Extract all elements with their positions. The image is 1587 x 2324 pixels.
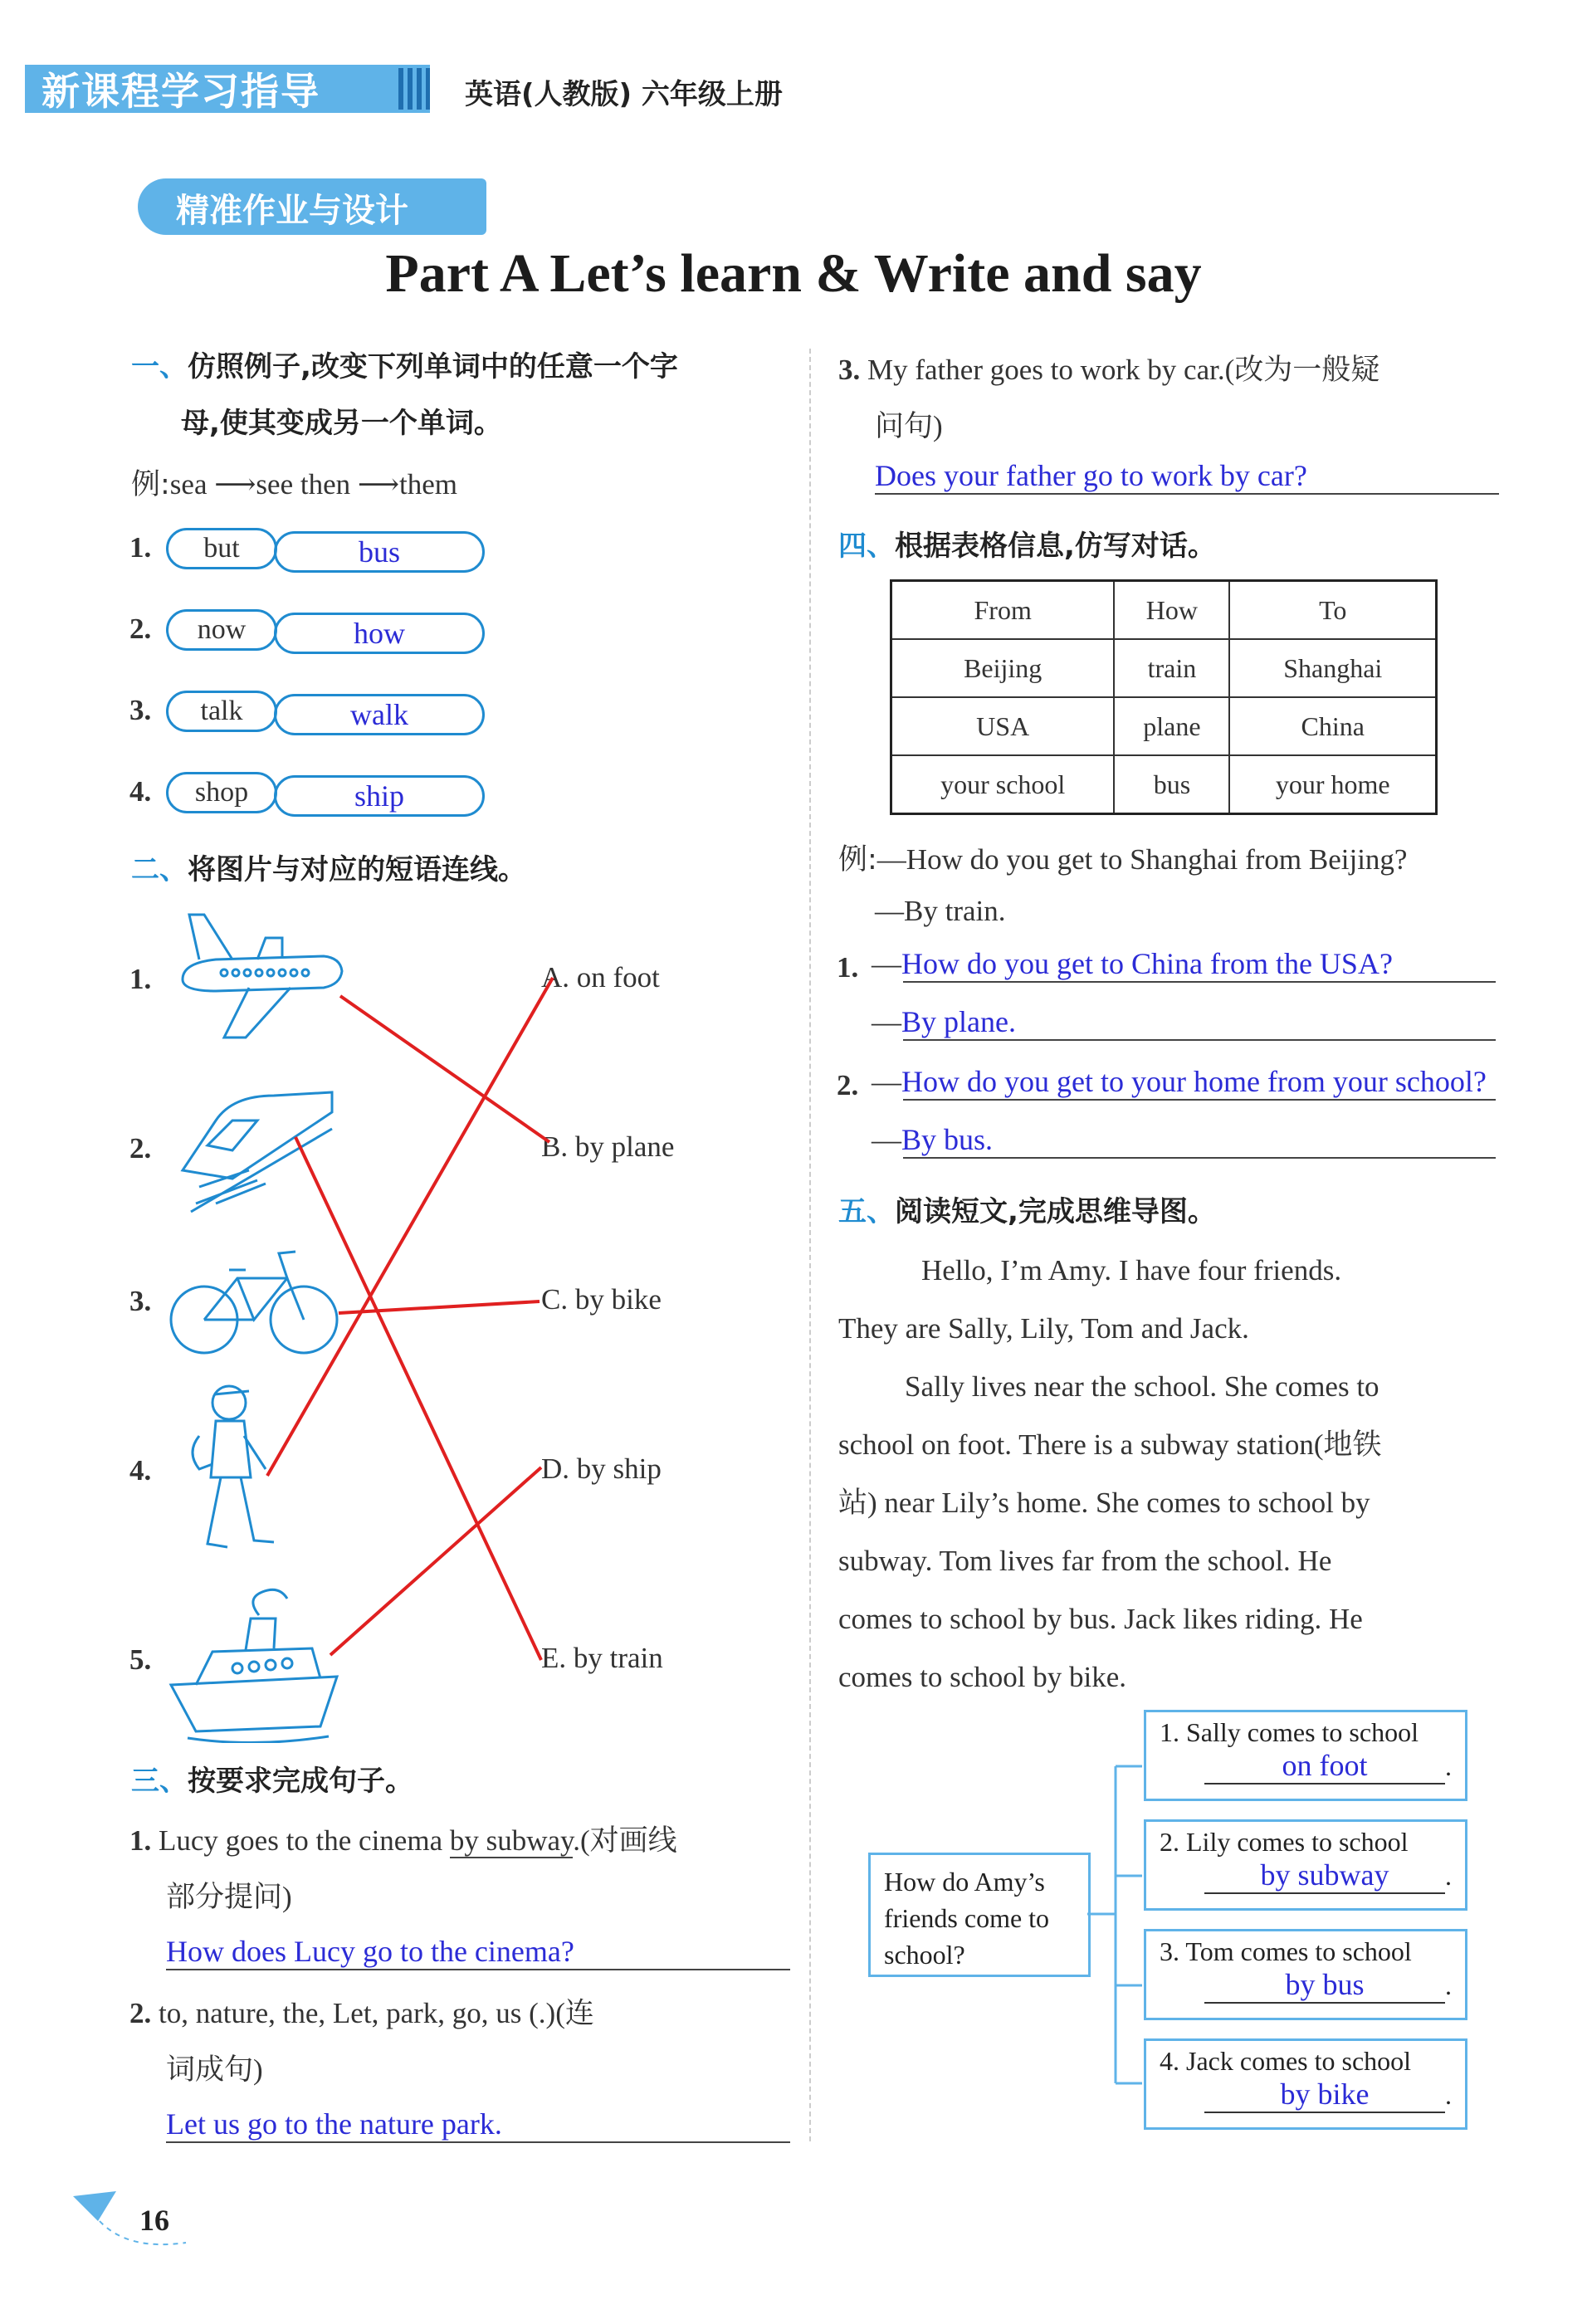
table-row — [891, 697, 1437, 755]
word-cloud: talk — [166, 691, 277, 732]
item-number: 4. — [129, 775, 152, 808]
passage-line: They are Sally, Lily, Tom and Jack. — [838, 1312, 1249, 1345]
table-row — [891, 639, 1437, 697]
picture-number: 1. — [129, 963, 152, 995]
bike-icon — [163, 1237, 345, 1361]
answer-cloud: ship — [274, 775, 485, 817]
book-title: 英语(人教版) 六年级上册 — [465, 78, 783, 111]
section4-title: 四、根据表格信息,仿写对话。 — [838, 530, 1216, 563]
word-cloud: but — [166, 528, 277, 569]
word-cloud: shop — [166, 772, 277, 813]
dialogue-2-q: —How do you get to your home from your school? — [872, 1064, 1569, 1101]
dialogue-2-a: —By bus. — [872, 1122, 1496, 1159]
passage-line: comes to school by bike. — [838, 1661, 1127, 1693]
item-number: 2. — [129, 613, 152, 645]
q1-prompt-cont: 部分提问) — [166, 1881, 292, 1913]
passage — [838, 1242, 1502, 1706]
table-header: How — [1114, 581, 1229, 640]
table-cell: plane — [1114, 697, 1229, 755]
phrase-b: B. by plane — [541, 1130, 675, 1163]
dialogue-number: 1. — [837, 951, 859, 984]
dialogue-1-q: —How do you get to China from the USA? — [872, 946, 1496, 983]
table-row — [891, 755, 1437, 814]
answer-cloud: how — [274, 613, 485, 654]
series-title: 新课程学习指导 — [42, 69, 320, 114]
table-cell: bus — [1114, 755, 1229, 814]
passage-line: Hello, I’m Amy. I have four friends. — [921, 1254, 1342, 1286]
section1-example: 例:sea ⟶see then ⟶them — [131, 468, 458, 501]
info-table — [890, 579, 1438, 815]
column-divider — [809, 349, 811, 2141]
phrase-d: D. by ship — [541, 1452, 662, 1485]
passage-line: school on foot. There is a subway station(地铁 — [838, 1428, 1382, 1461]
mindmap-branch-3: 3. Tom comes to school by bus . — [1144, 1929, 1467, 2020]
phrase-e: E. by train — [541, 1642, 663, 1674]
s4-example-q: 例:—How do you get to Shanghai from Beijing? — [838, 843, 1408, 876]
section1-title: 一、仿照例子,改变下列单词中的任意一个字 — [131, 350, 678, 383]
phrase-a: A. on foot — [541, 961, 660, 994]
header-stripes — [398, 68, 430, 110]
passage-line: subway. Tom lives far from the school. He — [838, 1545, 1332, 1577]
match-line-5-d — [330, 1467, 541, 1655]
section2-title: 二、将图片与对应的短语连线。 — [131, 853, 526, 886]
dialogue-1-a: —By plane. — [872, 1004, 1496, 1041]
q3-answer: Does your father go to work by car? — [875, 458, 1499, 495]
q3-prompt: 3. My father goes to work by car.(改为一般疑 — [838, 354, 1380, 386]
paper-plane-icon — [70, 2188, 194, 2254]
dialogue-number: 2. — [837, 1069, 859, 1101]
table-cell: your home — [1229, 755, 1436, 814]
phrase-c: C. by bike — [541, 1283, 662, 1316]
passage-line: Sally lives near the school. She comes to — [905, 1370, 1379, 1403]
q3-prompt-cont: 问句) — [875, 410, 943, 442]
answer-cloud: walk — [274, 694, 485, 735]
table-cell: Beijing — [891, 639, 1115, 697]
word-cloud: now — [166, 609, 277, 651]
section3-title: 三、按要求完成句子。 — [131, 1765, 413, 1798]
match-line-1-b — [340, 996, 549, 1142]
table-header: To — [1229, 581, 1436, 640]
picture-number: 3. — [129, 1285, 152, 1317]
q1-prompt: 1. Lucy goes to the cinema by subway.(对画线 — [129, 1824, 677, 1857]
item-number: 1. — [129, 531, 152, 564]
q2-prompt: 2. to, nature, the, Let, park, go, us (.)(连 — [129, 1997, 594, 2029]
mindmap-branch-2: 2. Lily comes to school by subway . — [1144, 1819, 1467, 1911]
table-cell: your school — [891, 755, 1115, 814]
answer-cloud: bus — [274, 531, 485, 573]
picture-number: 5. — [129, 1643, 152, 1676]
q2-answer: Let us go to the nature park. — [166, 2107, 790, 2143]
table-header-row — [891, 581, 1437, 640]
section1-title-cont: 母,使其变成另一个单词。 — [181, 407, 502, 440]
train-icon — [166, 1079, 349, 1220]
page-number: 16 — [139, 2204, 169, 2237]
mindmap-branch-1: 1. Sally comes to school on foot . — [1144, 1710, 1467, 1801]
table-cell: train — [1114, 639, 1229, 697]
section5-title: 五、阅读短文,完成思维导图。 — [838, 1195, 1216, 1228]
mindmap-branch-4: 4. Jack comes to school by bike . — [1144, 2038, 1467, 2130]
passage-line: comes to school by bus. Jack likes riding. He — [838, 1603, 1363, 1635]
mindmap-center: How do Amy’s friends come to school? — [868, 1853, 1091, 1977]
mindmap-connectors — [1087, 1735, 1145, 2116]
table-cell: China — [1229, 697, 1436, 755]
item-number: 3. — [129, 694, 152, 726]
walker-icon — [174, 1378, 291, 1560]
picture-number: 4. — [129, 1454, 152, 1487]
s4-example-a: —By train. — [875, 895, 1006, 927]
q2-prompt-cont: 词成句) — [166, 2053, 263, 2086]
table-cell: Shanghai — [1229, 639, 1436, 697]
match-line-3-c — [339, 1301, 540, 1313]
table-cell: USA — [891, 697, 1115, 755]
plane-icon — [166, 905, 349, 1054]
picture-number: 2. — [129, 1132, 152, 1164]
table-header: From — [891, 581, 1115, 640]
q1-answer: How does Lucy go to the cinema? — [166, 1934, 790, 1970]
section-tag: 精准作业与设计 — [176, 192, 408, 230]
passage-line: 站) near Lily’s home. She comes to school by — [838, 1487, 1370, 1519]
ship-icon — [163, 1585, 345, 1743]
page-title: Part A Let’s learn & Write and say — [385, 243, 1202, 304]
